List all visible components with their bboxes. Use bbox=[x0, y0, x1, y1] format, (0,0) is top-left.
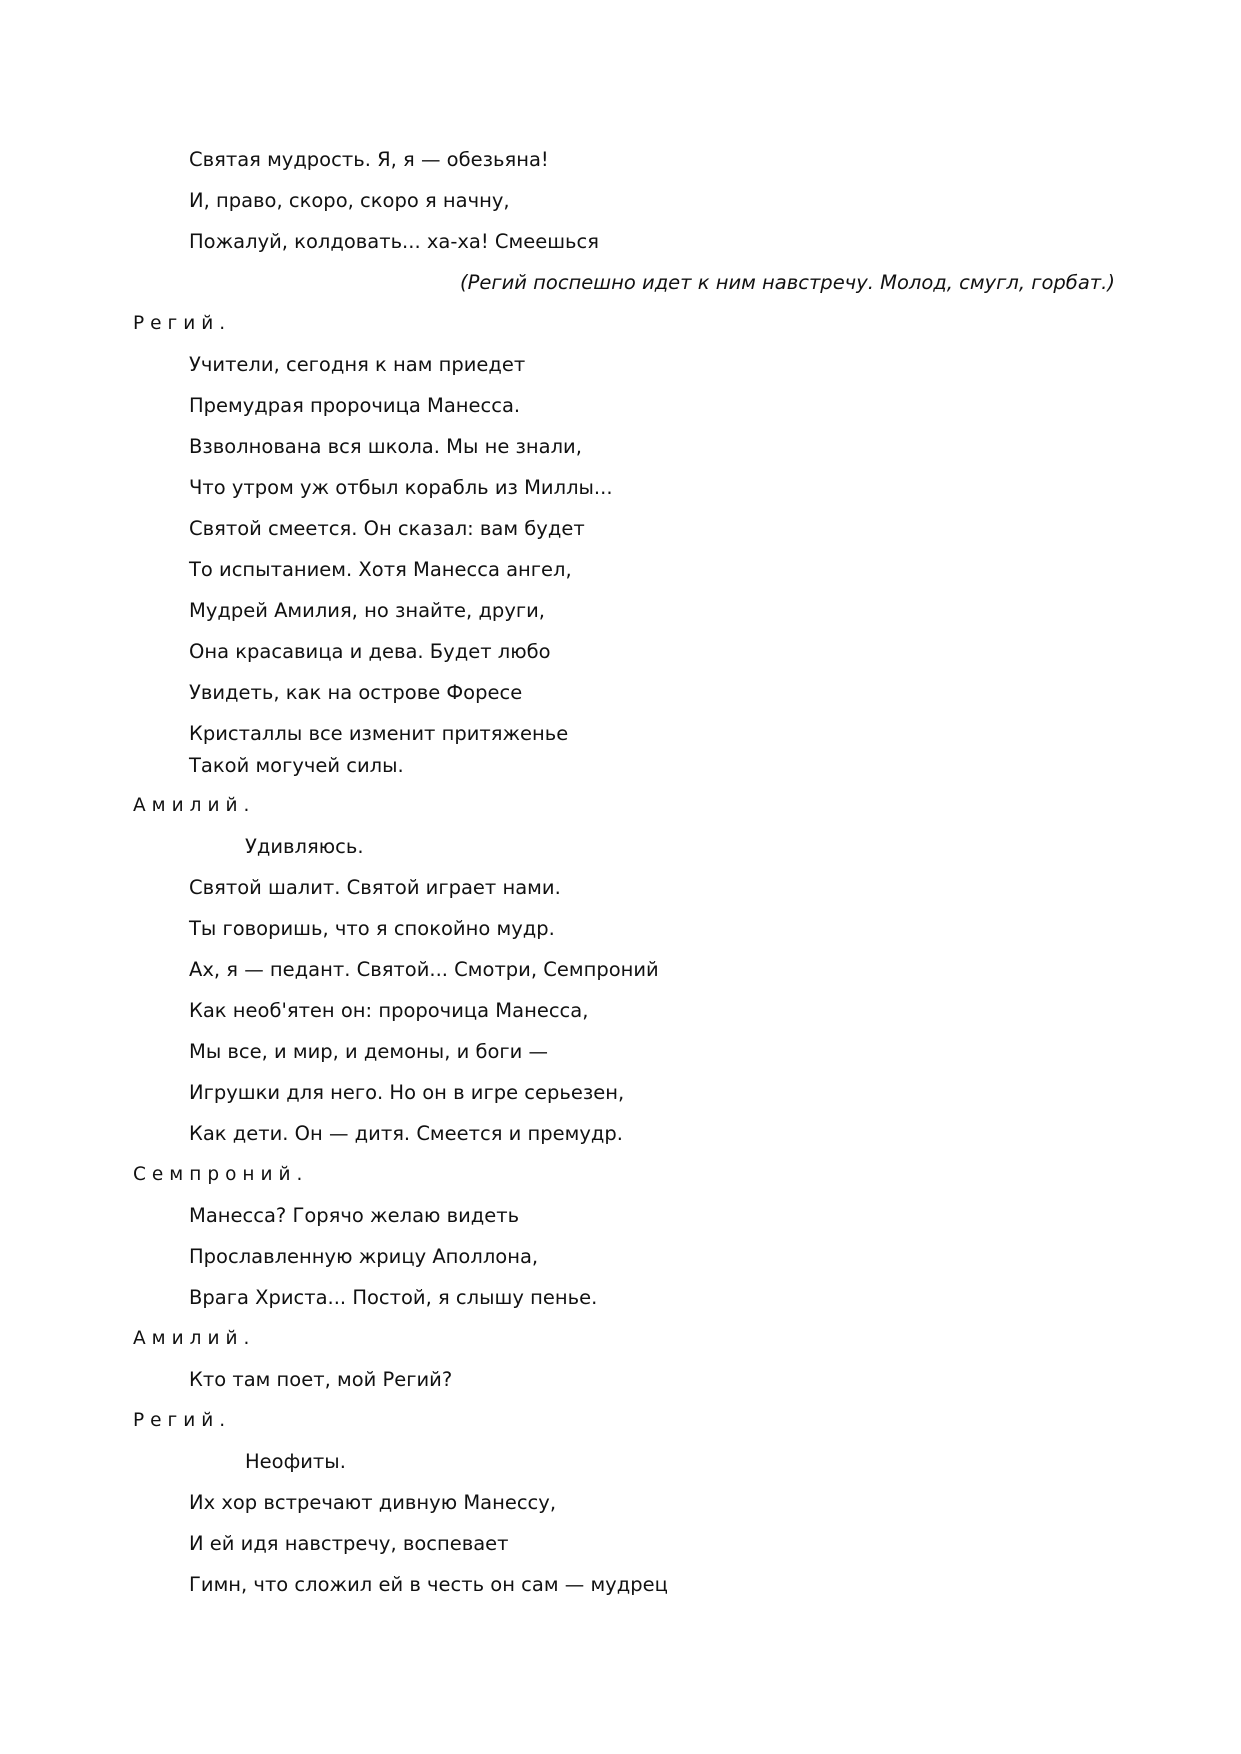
verse-line: Удивляюсь. bbox=[245, 835, 364, 858]
speaker-name: Амилий. bbox=[133, 795, 256, 816]
verse-line: Святой шалит. Святой играет нами. bbox=[189, 876, 561, 899]
verse-line: Игрушки для него. Но он в игре серьезен, bbox=[189, 1081, 625, 1104]
verse-line: Кто там поет, мой Регий? bbox=[189, 1368, 453, 1391]
verse-line: Взволнована вся школа. Мы не знали, bbox=[189, 435, 582, 458]
verse-line: Кристаллы все изменит притяженье bbox=[189, 722, 569, 745]
speaker-name: Семпроний. bbox=[133, 1164, 309, 1185]
verse-line: Манесса? Горячо желаю видеть bbox=[189, 1204, 520, 1227]
verse-line: То испытанием. Хотя Манесса ангел, bbox=[189, 558, 572, 581]
verse-line: Неофиты. bbox=[245, 1450, 346, 1473]
verse-line: Пожалуй, колдовать... ха-ха! Смеешься bbox=[189, 230, 599, 253]
verse-line: Прославленную жрицу Аполлона, bbox=[189, 1245, 539, 1268]
verse-line: Учители, сегодня к нам приедет bbox=[189, 353, 526, 376]
verse-line: Святой смеется. Он сказал: вам будет bbox=[189, 517, 585, 540]
verse-line: Врага Христа... Постой, я слышу пенье. bbox=[189, 1286, 598, 1309]
verse-line: Гимн, что сложил ей в честь он сам — мудрец bbox=[189, 1573, 668, 1596]
verse-line: Святая мудрость. Я, я — обезьяна! bbox=[189, 148, 549, 171]
verse-line: Она красавица и дева. Будет любо bbox=[189, 640, 551, 663]
verse-line: Ты говоришь, что я спокойно мудр. bbox=[189, 917, 555, 940]
verse-line: Увидеть, как на острове Форесе bbox=[189, 681, 523, 704]
verse-line: Что утром уж отбыл корабль из Миллы... bbox=[189, 476, 613, 499]
verse-line: И ей идя навстречу, воспевает bbox=[189, 1532, 509, 1555]
verse-line: Ах, я — педант. Святой... Смотри, Семпроний bbox=[189, 958, 659, 981]
verse-line: Такой могучей силы. bbox=[189, 754, 404, 777]
verse-line: Мы все, и мир, и демоны, и боги — bbox=[189, 1040, 549, 1063]
verse-line: Мудрей Амилия, но знайте, други, bbox=[189, 599, 545, 622]
speaker-name: Регий. bbox=[133, 1410, 232, 1431]
verse-line: Премудрая пророчица Манесса. bbox=[189, 394, 521, 417]
speaker-name: Амилий. bbox=[133, 1328, 256, 1349]
verse-line: И, право, скоро, скоро я начну, bbox=[189, 189, 510, 212]
verse-line: Их хор встречают дивную Манессу, bbox=[189, 1491, 557, 1514]
stage-direction: (Регий поспешно идет к ним навстречу. Молод, смугл, горбат.) bbox=[460, 271, 1115, 294]
verse-line: Как дети. Он — дитя. Смеется и премудр. bbox=[189, 1122, 623, 1145]
speaker-name: Регий. bbox=[133, 313, 232, 334]
verse-line: Как необ'ятен он: пророчица Манесса, bbox=[189, 999, 589, 1022]
